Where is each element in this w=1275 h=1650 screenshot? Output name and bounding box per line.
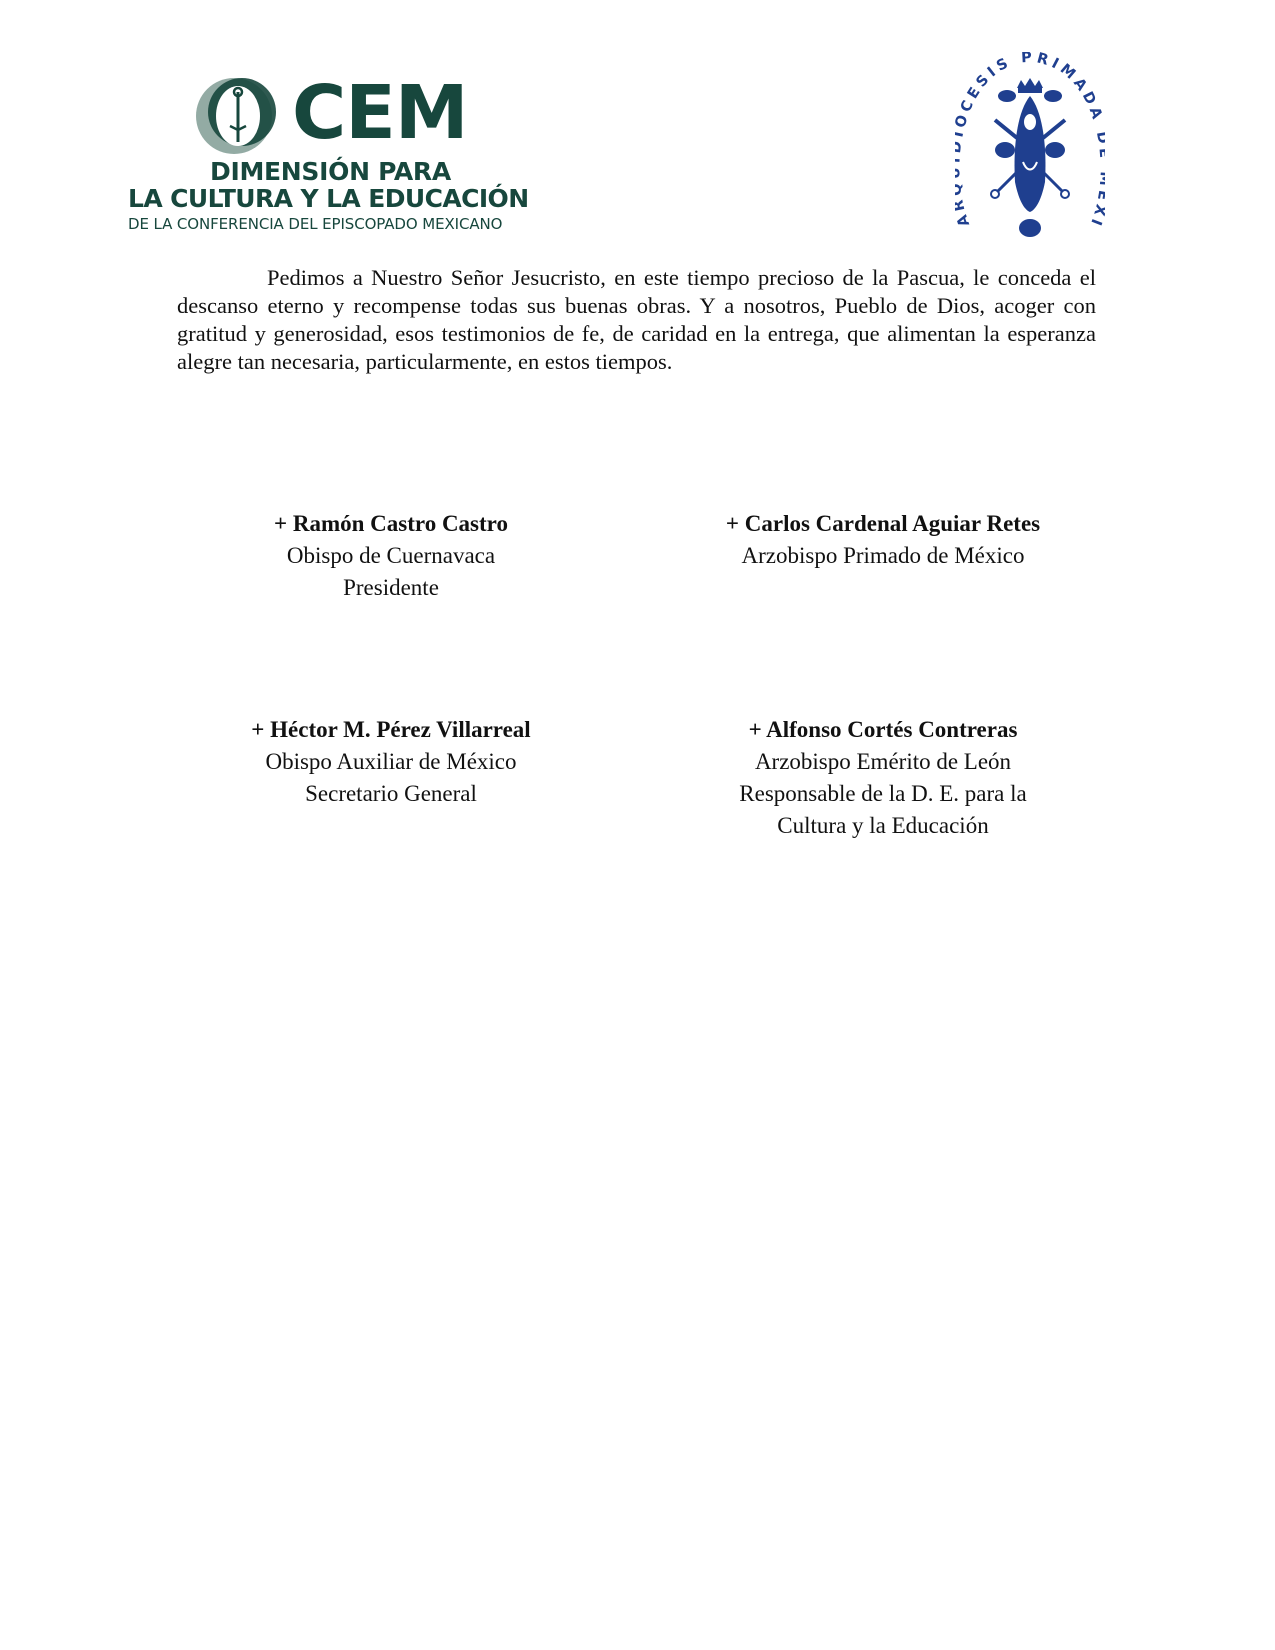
signatory-title: Arzobispo Emérito de León <box>754 749 1012 774</box>
seal-text: A CESIS PRIMADA I <box>955 52 1105 232</box>
signatory-title: Arzobispo Primado de México <box>741 543 1025 568</box>
signature-block <box>181 508 601 604</box>
signatory-name: + Héctor M. Pérez Villarreal <box>251 717 531 742</box>
signatory-title: Obispo de Cuernavaca <box>286 543 496 568</box>
cem-acronym: CEM <box>292 70 468 156</box>
signatory-role: Presidente <box>343 575 439 600</box>
signature-block <box>673 508 1093 572</box>
cem-logo <box>128 70 528 235</box>
signature-block <box>673 714 1093 842</box>
signatory-name: + Ramón Castro Castro <box>274 511 508 536</box>
body-paragraph: Pedimos a Nuestro Señor Jesucristo, en este tiempo precioso de la Pascua, le conceda el descanso eterno y recompense todas sus buenas obras. Y a nosotros, Pueblo de Dios, acoger con gratitud y generosidad, esos testimonios de fe, de caridad en la entrega, que alimentan la esperanza alegre tan necesaria, particularmente, en estos tiempos. <box>177 265 1096 374</box>
signatory-role: Responsable de la D. E. para la <box>739 781 1027 806</box>
signatory-role-continued: Cultura y la Educación <box>777 813 989 838</box>
archdiocese-seal-icon <box>955 52 1105 250</box>
cem-emblem-icon <box>194 70 286 162</box>
signatory-title: Obispo Auxiliar de México <box>265 749 517 774</box>
cem-logo-line-3: DE LA CONFERENCIA DEL EPISCOPADO MEXICANO <box>128 215 503 233</box>
signature-block <box>181 714 601 810</box>
signatory-name: + Carlos Cardenal Aguiar Retes <box>725 511 1041 536</box>
cem-logo-line-1: DIMENSIÓN PARA <box>210 157 451 186</box>
archdiocese-seal <box>955 52 1105 250</box>
cem-logo-mark <box>194 70 474 165</box>
signatory-name: + Alfonso Cortés Contreras <box>748 717 1018 742</box>
cem-logo-line-2: LA CULTURA Y LA EDUCACIÓN <box>128 184 529 213</box>
signatory-role: Secretario General <box>305 781 477 806</box>
